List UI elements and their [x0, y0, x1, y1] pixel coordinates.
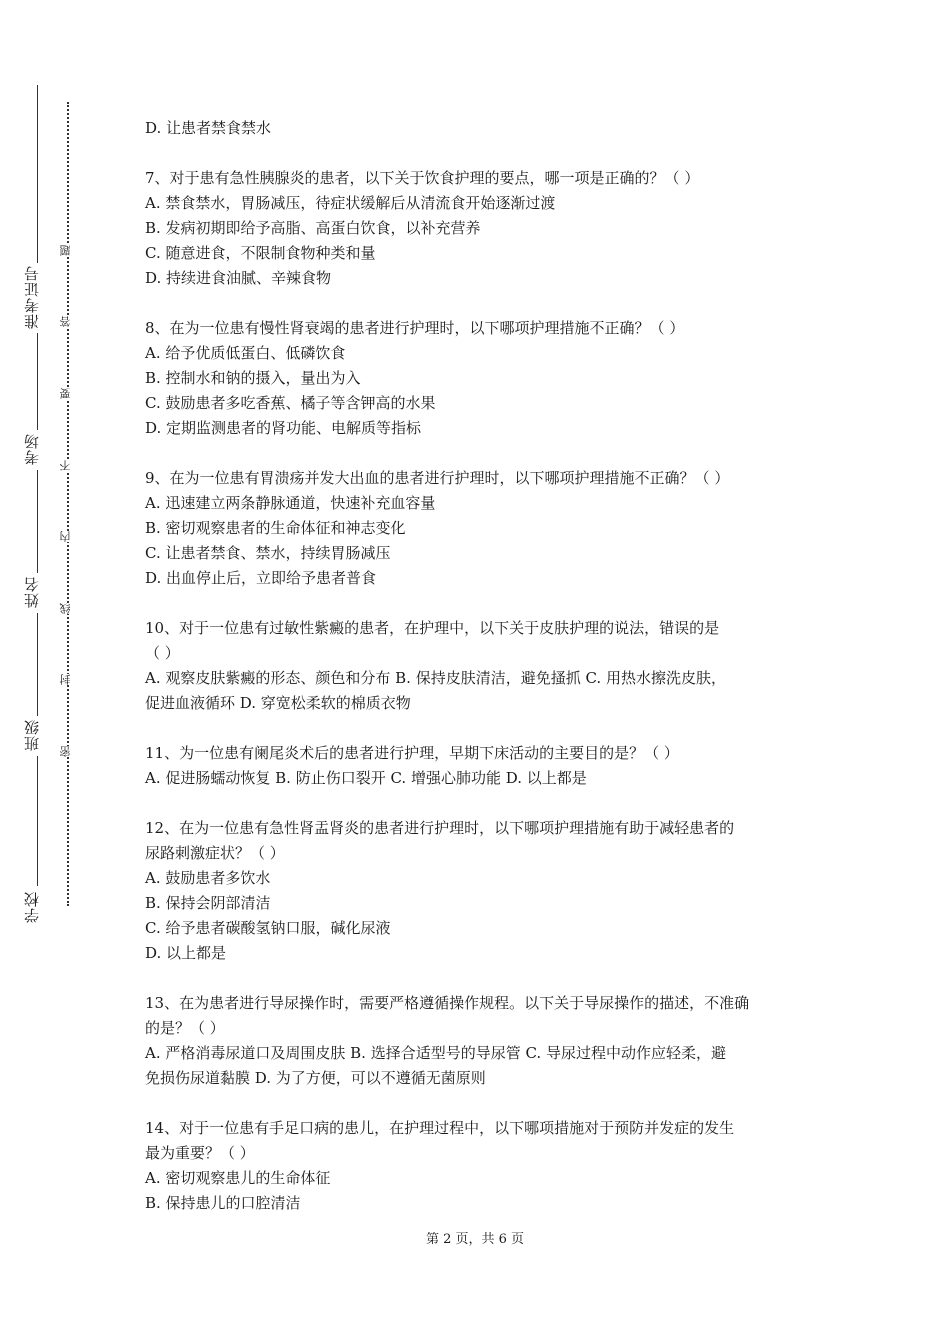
question-stem: 尿路刺激症状？（ ） [145, 844, 285, 862]
question-9 [145, 466, 815, 591]
question-stem: 11、为一位患有阑尾炎术后的患者进行护理，早期下床活动的主要目的是？（ ） [145, 744, 679, 762]
option-line: A. 禁食禁水，胃肠减压，待症状缓解后从清流食开始逐渐过渡 [145, 194, 556, 212]
question-stem: 14、对于一位患有手足口病的患儿，在护理过程中，以下哪项措施对于预防并发症的发生 [145, 1119, 735, 1137]
class-label: 班级 [23, 719, 41, 751]
exam-number-label: 准考证号 [23, 265, 41, 329]
option-line: A. 观察皮肤紫癜的形态、颜色和分布 B. 保持皮肤清洁，避免搔抓 C. 用热水擦洗皮肤， [145, 669, 726, 687]
fill-line [37, 613, 38, 716]
option-line: C. 鼓励患者多吃香蕉、橘子等含钾高的水果 [145, 394, 436, 412]
option-line: A. 给予优质低蛋白、低磷饮食 [145, 344, 346, 362]
option-line: A. 促进肠蠕动恢复 B. 防止伤口裂开 C. 增强心肺功能 D. 以上都是 [145, 769, 587, 787]
option-line: 免损伤尿道黏膜 D. 为了方便，可以不遵循无菌原则 [145, 1069, 486, 1087]
option-line: B. 保持会阴部清洁 [145, 894, 271, 912]
option-line: D. 让患者禁食禁水 [145, 119, 272, 137]
exam-room-label: 考场 [23, 433, 41, 465]
question-13 [145, 991, 815, 1091]
option-line: A. 鼓励患者多饮水 [145, 869, 271, 887]
name-label: 姓名 [23, 576, 41, 608]
seal-char: 封 [60, 674, 76, 685]
seal-char: 题 [60, 245, 76, 256]
option-line: A. 严格消毒尿道口及周围皮肤 B. 选择合适型号的导尿管 C. 导尿过程中动作应轻柔，避 [145, 1044, 726, 1062]
option-line: D. 出血停止后，立即给予患者普食 [145, 569, 377, 587]
question-stem: （ ） [145, 644, 180, 662]
option-line: 促进血液循环 D. 穿宽松柔软的棉质衣物 [145, 694, 411, 712]
fill-line [37, 333, 38, 430]
option-line: B. 控制水和钠的摄入，量出为入 [145, 369, 361, 387]
seal-char: 内 [60, 531, 76, 542]
option-line: D. 以上都是 [145, 944, 227, 962]
question-stem: 12、在为一位患有急性肾盂肾炎的患者进行护理时，以下哪项护理措施有助于减轻患者的 [145, 819, 735, 837]
question-14 [145, 1116, 815, 1216]
question-stem: 7、对于患有急性胰腺炎的患者，以下关于饮食护理的要点，哪一项是正确的？（ ） [145, 169, 700, 187]
option-line: B. 保持患儿的口腔清洁 [145, 1194, 301, 1212]
school-label: 学校 [23, 891, 41, 923]
option-line: A. 迅速建立两条静脉通道，快速补充血容量 [145, 494, 436, 512]
option-line: D. 定期监测患者的肾功能、电解质等指标 [145, 419, 422, 437]
option-line: C. 让患者禁食、禁水，持续胃肠减压 [145, 544, 391, 562]
fill-line [37, 470, 38, 573]
seal-char: 密 [60, 746, 76, 757]
option-line: C. 随意进食，不限制食物种类和量 [145, 244, 376, 262]
seal-char: 要 [60, 388, 76, 399]
question-stem: 9、在为一位患有胃溃疡并发大出血的患者进行护理时，以下哪项护理措施不正确？（ ） [145, 469, 730, 487]
question-stem: 最为重要？（ ） [145, 1144, 255, 1162]
option-line: B. 发病初期即给予高脂、高蛋白饮食，以补充营养 [145, 219, 481, 237]
question-content [145, 116, 815, 1241]
question-8 [145, 316, 815, 441]
question-10 [145, 616, 815, 716]
binding-margin [0, 0, 110, 1344]
page-number: 第 2 页，共 6 页 [425, 1232, 525, 1247]
option-line: D. 持续进食油腻、辛辣食物 [145, 269, 332, 287]
fill-line [37, 756, 38, 886]
option-line: A. 密切观察患儿的生命体征 [145, 1169, 331, 1187]
question-6-tail [145, 116, 815, 141]
question-11 [145, 741, 815, 791]
question-12 [145, 816, 815, 966]
seal-char: 不 [60, 460, 76, 471]
fill-line [37, 85, 38, 263]
question-stem: 的是？（ ） [145, 1019, 225, 1037]
question-stem: 8、在为一位患有慢性肾衰竭的患者进行护理时，以下哪项护理措施不正确？（ ） [145, 319, 685, 337]
question-stem: 10、对于一位患有过敏性紫癜的患者，在护理中，以下关于皮肤护理的说法，错误的是 [145, 619, 720, 637]
question-stem: 13、在为患者进行导尿操作时，需要严格遵循操作规程。以下关于导尿操作的描述，不准确 [145, 994, 750, 1012]
seal-dotted-line [67, 102, 69, 906]
seal-char: 答 [60, 316, 76, 327]
option-line: B. 密切观察患者的生命体征和神志变化 [145, 519, 406, 537]
question-7 [145, 166, 815, 291]
seal-char: 线 [60, 603, 76, 614]
option-line: C. 给予患者碳酸氢钠口服，碱化尿液 [145, 919, 391, 937]
